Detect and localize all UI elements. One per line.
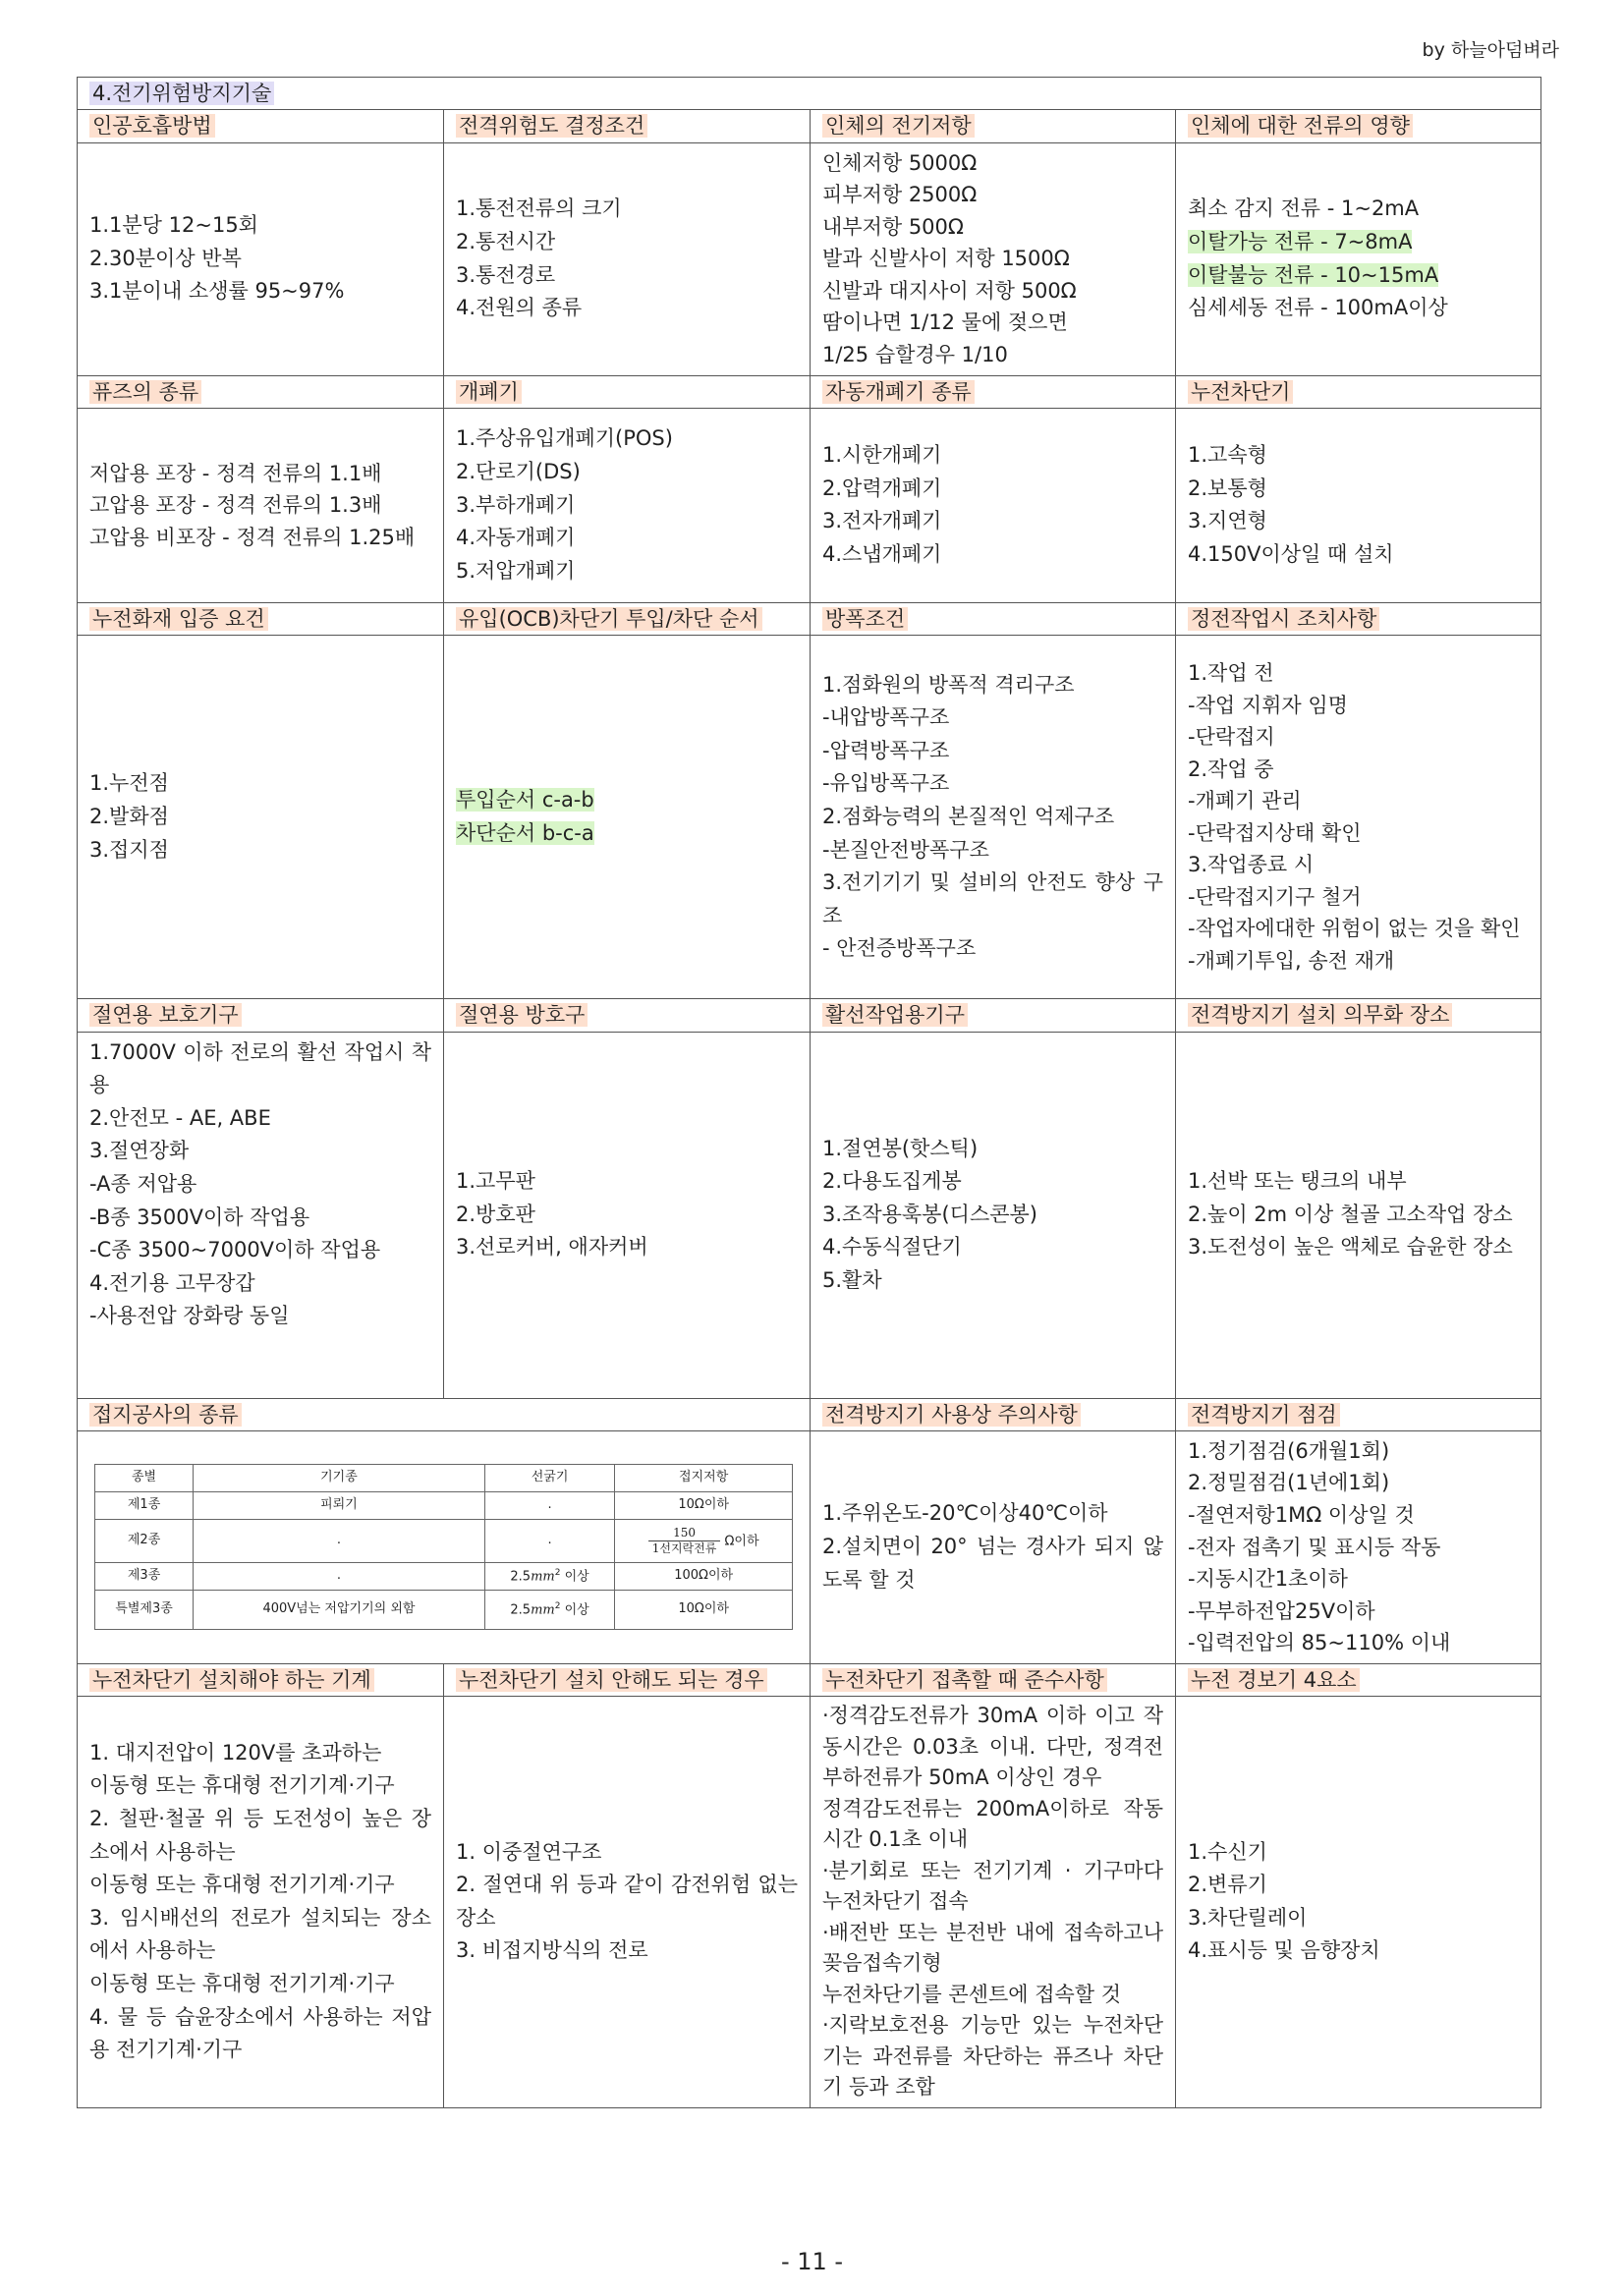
text-line: 2.설치면이 20° 넘는 경사가 되지 않도록 할 것 [822, 1535, 1163, 1592]
text-line: 3.통전경로 [456, 262, 556, 287]
table-cell: 피뢰기 [194, 1492, 485, 1520]
header-cell [444, 110, 811, 142]
text-line: 2.통전시간 [456, 230, 556, 253]
table-cell: 100Ω이하 [615, 1563, 793, 1591]
text-line [1188, 259, 1529, 293]
text-line: 고압용 포장 - 정격 전류의 1.3배 [89, 493, 382, 518]
grounding-table [94, 1464, 793, 1630]
text-line: -개폐기 관리 [1188, 789, 1302, 813]
text-line: 3.도전성이 높은 액체로 습윤한 장소 [1188, 1235, 1513, 1260]
text-line: -내압방폭구조 [822, 705, 950, 730]
unit-mm: mm [531, 1602, 555, 1618]
text-line: 3.전자개폐기 [822, 509, 942, 533]
text-line: 4.표시등 및 음향장치 [1188, 1938, 1380, 1963]
header-breaker-connection-rules: 누전차단기 접촉할 때 준수사항 [822, 1668, 1107, 1692]
table-cell: 제1종 [95, 1492, 194, 1520]
text-line: 누전차단기를 콘센트에 접속할 것 [822, 1982, 1122, 2006]
text-line: 땀이나면 1/12 물에 젖으면 [822, 310, 1068, 335]
content-cell [444, 408, 811, 602]
text-line: 2.정밀점검(1년에1회) [1188, 1471, 1390, 1495]
text-line: 1.정기점검(6개월1회) [1188, 1438, 1390, 1463]
text-line: 심세세동 전류 - 100mA이상 [1188, 296, 1448, 320]
header-cell [811, 1398, 1176, 1430]
text-line: 1.주위온도-20℃이상40℃이하 [822, 1501, 1108, 1526]
text-line: 내부저항 500Ω [822, 214, 964, 239]
text-line: 3.접지점 [89, 837, 169, 862]
text-line: 정격감도전류는 200mA이하로 작동시간 0.1초 이내 [822, 1796, 1163, 1852]
text-line: 1.고무판 [456, 1169, 535, 1194]
highlight-text: 이탈불능 전류 - 10~15mA [1188, 262, 1439, 287]
text-line: -압력방폭구조 [822, 738, 950, 762]
text-line: -전자 접촉기 및 표시등 작동 [1188, 1535, 1441, 1559]
table-cell: . [484, 1520, 615, 1563]
text-line: 1.주상유입개폐기(POS) [456, 426, 673, 451]
header-shock-risk: 전격위험도 결정조건 [456, 114, 647, 138]
text-line: 인체저항 5000Ω [822, 150, 978, 175]
table-row [95, 1520, 793, 1563]
text-line: 1.고속형 [1188, 443, 1267, 468]
text-line: 1. 이중절연구조 [456, 1839, 602, 1864]
text-line: 3.선로커버, 애자커버 [456, 1235, 648, 1260]
text-line: 2.보통형 [1188, 476, 1267, 500]
text-line: 2.변류기 [1188, 1873, 1267, 1897]
text-line: 3. 임시배선의 전로가 설치되는 장소에서 사용하는 [89, 1905, 431, 1963]
header-leakage-alarm-elements: 누전 경보기 4요소 [1188, 1668, 1360, 1692]
unit-suffix: 이상 [560, 1569, 589, 1585]
text-line: ·지락보호전용 기능만 있는 누전차단기는 과전류를 차단하는 퓨즈나 차단기 등과 조합 [822, 2013, 1163, 2100]
header-cell [78, 1398, 811, 1430]
text-line [456, 784, 798, 817]
content-cell [811, 1697, 1176, 2108]
header-cell [444, 602, 811, 635]
text-line: 3.절연장화 [89, 1139, 190, 1163]
text-line: 2.높이 2m 이상 철골 고소작업 장소 [1188, 1202, 1513, 1226]
fraction-denominator: 1선지락전류 [651, 1541, 717, 1556]
text-line: 이동형 또는 휴대형 전기기계·기구 [89, 1773, 395, 1798]
content-cell [811, 1032, 1176, 1398]
content-cell [444, 636, 811, 999]
text-line: -지동시간1초이하 [1188, 1567, 1348, 1592]
header-shock-preventer-places: 전격방지기 설치 의무화 장소 [1188, 1003, 1452, 1027]
header-cell [1176, 602, 1541, 635]
header-insulation-protector: 절연용 보호기구 [89, 1003, 242, 1027]
header-current-effect: 인체에 대한 전류의 영향 [1188, 114, 1413, 138]
text-line: -단락접지 [1188, 725, 1275, 750]
fraction-numerator: 150 [648, 1526, 721, 1542]
content-cell [78, 408, 444, 602]
text-line: -A종 저압용 [89, 1171, 197, 1196]
text-line: 3.지연형 [1188, 509, 1267, 533]
content-cell [811, 408, 1176, 602]
text-line: 1. 대지전압이 120V를 초과하는 [89, 1740, 382, 1764]
text-line: -본질안전방폭구조 [822, 837, 989, 862]
header-cell [811, 375, 1176, 408]
header-cell [811, 1663, 1176, 1696]
content-cell [444, 1697, 811, 2108]
table-cell: 10Ω이하 [615, 1492, 793, 1520]
section-title: 4.전기위험방지기술 [89, 82, 274, 105]
table-row [95, 1492, 793, 1520]
text-line: 4.수동식절단기 [822, 1235, 962, 1260]
text-line: 2. 절연대 위 등과 같이 감전위험 없는 장소 [456, 1873, 798, 1930]
header-cell [78, 375, 444, 408]
text-line: 2.작업 중 [1188, 756, 1274, 781]
text-line: 1.시한개폐기 [822, 443, 942, 468]
text-line: -B종 3500V이하 작업용 [89, 1204, 310, 1229]
text-line: - 안전증방폭구조 [822, 936, 977, 961]
text-line: 4.전기용 고무장갑 [89, 1270, 255, 1295]
page-number: - 11 - [780, 2248, 844, 2275]
table-cell: . [484, 1492, 615, 1520]
wire-size-value: 2.5 [510, 1569, 532, 1585]
text-line: 1/25 습할경우 1/10 [822, 342, 1008, 366]
content-cell [444, 1032, 811, 1398]
table-cell: 제2종 [95, 1520, 194, 1563]
wire-size-value: 2.5 [510, 1602, 532, 1618]
text-line: 2. 철판·철골 위 등 도전성이 높은 장소에서 사용하는 [89, 1807, 431, 1864]
highlight-text: 투입순서 c-a-b [456, 788, 594, 812]
fraction-suffix: Ω이하 [724, 1534, 759, 1549]
content-cell [811, 1430, 1176, 1663]
table-cell: . [194, 1520, 485, 1563]
header-leakage-breaker: 누전차단기 [1188, 380, 1293, 404]
unit-mm: mm [531, 1569, 555, 1585]
text-line: 2.다용도집게봉 [822, 1169, 962, 1194]
text-line: 2.안전모 - AE, ABE [89, 1105, 271, 1130]
text-line: 1.작업 전 [1188, 660, 1274, 685]
text-line: 1.누전점 [89, 771, 169, 796]
text-line: 저압용 포장 - 정격 전류의 1.1배 [89, 461, 382, 485]
text-line: -작업자에대한 위험이 없는 것을 확인 [1188, 917, 1521, 941]
content-cell [1176, 1430, 1541, 1663]
text-line: 1.수신기 [1188, 1839, 1267, 1864]
text-line: 4.150V이상일 때 설치 [1188, 541, 1394, 566]
text-line: 3.조작용훅봉(디스콘봉) [822, 1202, 1037, 1226]
table-header: 접지저항 [615, 1465, 793, 1492]
header-cell [444, 375, 811, 408]
text-line: -유입방폭구조 [822, 771, 950, 796]
content-cell [78, 636, 444, 999]
header-switch: 개폐기 [456, 380, 522, 404]
header-cell [78, 110, 444, 142]
header-fuse: 퓨즈의 종류 [89, 380, 201, 404]
header-cell [811, 602, 1176, 635]
text-line: 2.단로기(DS) [456, 459, 581, 483]
table-header: 종별 [95, 1465, 194, 1492]
table-header: 기기종 [194, 1465, 485, 1492]
content-cell [1176, 636, 1541, 999]
text-line: -사용전압 장화랑 동일 [89, 1304, 290, 1328]
text-line: 신발과 대지사이 저항 500Ω [822, 278, 1077, 303]
table-header: 선굵기 [484, 1465, 615, 1492]
header-shock-preventer-cautions: 전격방지기 사용상 주의사항 [822, 1403, 1081, 1427]
text-line: 발과 신발사이 저항 1500Ω [822, 247, 1070, 271]
table-cell [484, 1563, 615, 1591]
table-cell: 400V넘는 저압기기의 외함 [194, 1591, 485, 1630]
header-cell [444, 1663, 811, 1696]
text-line: ·분기회로 또는 전기기계 · 기구마다 누전차단기 접속 [822, 1858, 1163, 1914]
header-body-resistance: 인체의 전기저항 [822, 114, 975, 138]
text-line: 3.부하개폐기 [456, 492, 576, 517]
text-line: 4. 물 등 습윤장소에서 사용하는 저압용 전기기계·기구 [89, 2004, 431, 2062]
highlight-text: 이탈가능 전류 - 7~8mA [1188, 230, 1413, 253]
content-cell [811, 636, 1176, 999]
unit-suffix: 이상 [560, 1602, 589, 1618]
header-breaker-exempt-cases: 누전차단기 설치 안해도 되는 경우 [456, 1668, 767, 1692]
content-cell [78, 1032, 444, 1398]
header-live-work-tools: 활선작업용기구 [822, 1003, 968, 1027]
text-line: 1.점화원의 방폭적 격리구조 [822, 672, 1075, 697]
text-line: -입력전압의 85~110% 이내 [1188, 1631, 1451, 1655]
header-grounding-types: 접지공사의 종류 [89, 1403, 242, 1427]
content-cell [1176, 142, 1541, 375]
text-line: 1.7000V 이하 전로의 활선 작업시 착용 [89, 1039, 431, 1097]
content-cell [78, 142, 444, 375]
text-line: 1.통전전류의 크기 [456, 196, 622, 221]
text-line: ·배전반 또는 분전반 내에 접속하고나 꽂음접속기형 [822, 1920, 1163, 1976]
table-cell [615, 1520, 793, 1563]
text-line: 3.작업종료 시 [1188, 853, 1315, 877]
header-insulation-guard: 절연용 방호구 [456, 1003, 588, 1027]
text-line: -단락접지상태 확인 [1188, 820, 1362, 845]
header-explosion-proof: 방폭조건 [822, 607, 908, 631]
table-row [95, 1591, 793, 1630]
content-cell [1176, 408, 1541, 602]
table-cell: 10Ω이하 [615, 1591, 793, 1630]
header-cell [811, 999, 1176, 1032]
table-row [95, 1563, 793, 1591]
header-respiration: 인공호흡방법 [89, 114, 215, 138]
header-cell [811, 110, 1176, 142]
text-line: 1.1분당 12~15회 [89, 213, 258, 238]
header-outage-work: 정전작업시 조치사항 [1188, 607, 1379, 631]
text-line: -작업 지휘자 임명 [1188, 693, 1348, 717]
text-line: 3.전기기기 및 설비의 안전도 향상 구조 [822, 870, 1163, 927]
text-line: 4.전원의 종류 [456, 296, 583, 320]
text-line: 이동형 또는 휴대형 전기기계·기구 [89, 1972, 395, 1995]
text-line: 3.1분이내 소생률 95~97% [89, 279, 345, 304]
header-cell [1176, 999, 1541, 1032]
text-line: 5.활차 [822, 1267, 882, 1292]
header-cell [78, 602, 444, 635]
text-line: 2.점화능력의 본질적인 억제구조 [822, 804, 1115, 828]
table-cell: 특별제3종 [95, 1591, 194, 1630]
header-cell [1176, 110, 1541, 142]
header-ocb-order: 유입(OCB)차단기 투입/차단 순서 [456, 607, 762, 631]
header-cell [78, 1663, 444, 1696]
table-cell: 제3종 [95, 1563, 194, 1591]
content-cell [811, 142, 1176, 375]
text-line: ·정격감도전류가 30mA 이하 이고 작동시간은 0.03초 이내. 다만, 정격전부하전류가 50mA 이상인 경우 [822, 1704, 1163, 1790]
header-cell [444, 999, 811, 1032]
header-cell [1176, 1398, 1541, 1430]
author-byline: by 하늘아덤벼라 [1422, 39, 1559, 61]
highlight-text: 차단순서 b-c-a [456, 820, 594, 845]
header-cell [1176, 1663, 1541, 1696]
text-line [1188, 226, 1529, 259]
text-line: 1.선박 또는 탱크의 내부 [1188, 1169, 1407, 1194]
header-shock-preventer-inspection: 전격방지기 점검 [1188, 1403, 1340, 1427]
table-cell [484, 1591, 615, 1630]
text-line: 2.30분이상 반복 [89, 246, 242, 270]
electric-safety-table [77, 77, 1541, 2108]
text-line [456, 817, 798, 851]
text-line: 최소 감지 전류 - 1~2mA [1188, 196, 1420, 221]
text-line: 5.저압개폐기 [456, 558, 576, 583]
text-line: -단락접지기구 철거 [1188, 884, 1362, 909]
content-cell [78, 1430, 811, 1663]
text-line: 2.발화점 [89, 804, 169, 828]
text-line: 4.스냅개폐기 [822, 541, 942, 566]
section-title-cell [78, 78, 1541, 110]
text-line: 1.절연봉(핫스틱) [822, 1136, 979, 1160]
text-line: -C종 3500~7000V이하 작업용 [89, 1238, 381, 1262]
text-line: 4.자동개폐기 [456, 526, 576, 550]
header-auto-switch: 자동개폐기 종류 [822, 380, 975, 404]
header-breaker-required-machines: 누전차단기 설치해야 하는 기계 [89, 1668, 374, 1692]
text-line: -개폐기투입, 송전 재개 [1188, 948, 1395, 973]
unit-superscript: 2 [554, 1567, 561, 1578]
text-line: -절연저항1MΩ 이상일 것 [1188, 1502, 1415, 1527]
text-line: 피부저항 2500Ω [822, 183, 978, 207]
content-cell [444, 142, 811, 375]
header-cell [78, 999, 444, 1032]
text-line: -무부하전압25V이하 [1188, 1598, 1375, 1623]
text-line: 고압용 비포장 - 정격 전류의 1.25배 [89, 525, 416, 549]
header-cell [1176, 375, 1541, 408]
text-line: 3.차단릴레이 [1188, 1905, 1308, 1930]
table-cell: . [194, 1563, 485, 1591]
header-leakage-fire: 누전화재 입증 요건 [89, 607, 268, 631]
text-line: 이동형 또는 휴대형 전기기계·기구 [89, 1873, 395, 1897]
text-line: 2.압력개폐기 [822, 476, 942, 500]
content-cell [1176, 1032, 1541, 1398]
unit-superscript: 2 [554, 1600, 561, 1611]
text-line: 2.방호판 [456, 1202, 535, 1226]
content-cell [78, 1697, 444, 2108]
text-line: 3. 비접지방식의 전로 [456, 1938, 648, 1963]
resistance-fraction [648, 1526, 721, 1557]
content-cell [1176, 1697, 1541, 2108]
